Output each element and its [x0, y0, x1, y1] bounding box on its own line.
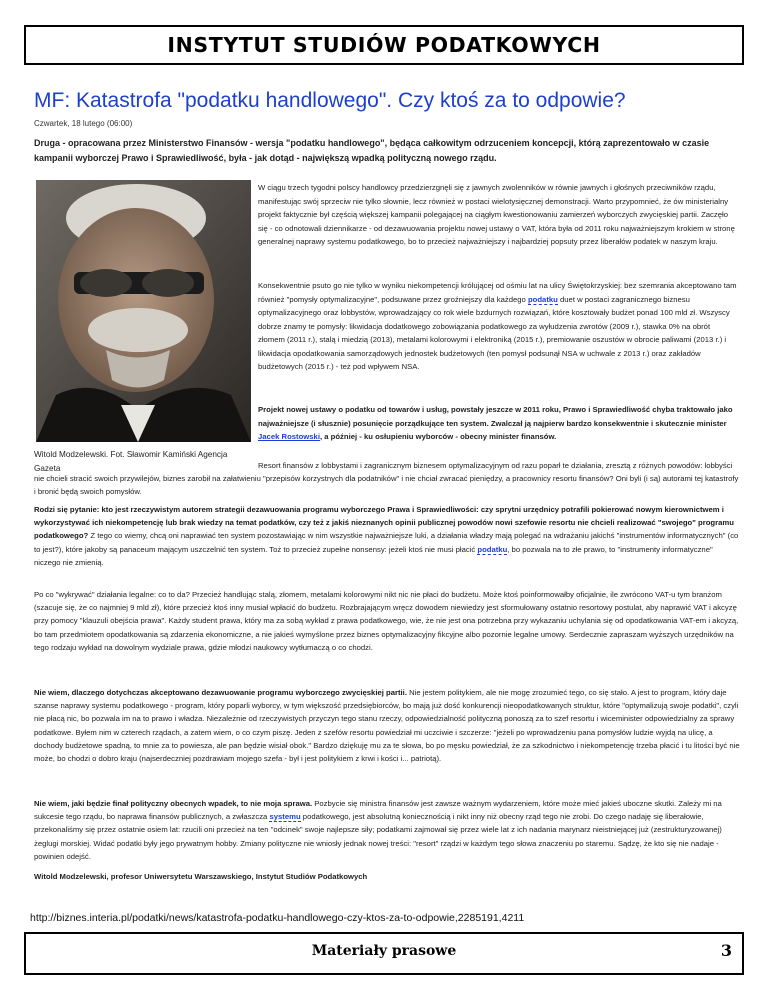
paragraph-1: W ciągu trzech tygodni polscy handlowcy przedzierzgnęli się z jawnych zwolenników w równie jawnych i głośnych przeciwników rządu, manifestując swój sprzeciw nie tylko słownie, lecz również w postaci wielotysięcznej demonstracji. Warto przypomnieć, że ów ministerialny projekt faktycznie był częścią większej kampanii polegającej na ciągłym kwestionowaniu zamierzeń wyborczych zwycięskiej partii. Zaczęło się - co odnotowali dziennikarze - od dezawuowania projektu nowej ustawy o VAT, która była od 2011 roku najważniejszym krokiem w stronę generalnej naprawy systemu podatkowego, bo to przecież najważniejszy i najbardziej popsuty przez liberałów podatek w naszym kraju.: [258, 183, 735, 246]
paragraph-5-text-b: , bo pozwala na to złe prawo, to "instrumenty informatyczne" niczego nie zmienią.: [34, 544, 713, 567]
paragraph-8-text-a: Pozbycie się ministra finansów jest zawsze ważnym wydarzeniem, które może mieć jakieś uboczne skutki. Zależy mi na sukcesie tego rządu, bo naprawa finansów publicznych, a zwłaszcza: [34, 799, 722, 822]
article-lead: Druga - opracowana przez Ministerstwo Finansów - wersja "podatku handlowego", będąca całkowitym odrzuceniem koncepcji, którą zaprezentowało w czasie kampanii wyborczej Prawo i Sprawiedliwość, była - jak dotąd - największą wpadką polityczną nowego rządu.: [34, 138, 710, 163]
page-number: 3: [720, 941, 732, 960]
masthead-title: INSTYTUT STUDIÓW PODATKOWYCH: [167, 33, 601, 57]
paragraph-5-lead-in: Rodzi się pytanie: kto jest rzeczywistym autorem strategii dezawuowania programu wyborczego Prawa i Sprawiedliwości: czy sprytni urzędnicy potrafili pokierować nowym kierownictwem i wykorzystywać ich niekompetencję lub brak wiedzy na temat podatków, czy też z jakiś nieznanych opinii publicznej powodów nowi szefowie resortu nie chcieli realizować "swojego" programu podatkowego?: [34, 505, 734, 541]
photo-caption: Witold Modzelewski. Fot. Sławomir Kamiński Agencja Gazeta: [34, 450, 228, 473]
author-signature: Witold Modzelewski, profesor Uniwersytetu Warszawskiego, Instytut Studiów Podatkowych: [34, 872, 368, 881]
paragraph-7-lead-in: Nie wiem, dlaczego dotychczas akceptowano dezawuowanie programu wyborczego zwycięskiej partii.: [34, 688, 407, 697]
paragraph-8-text-b: podatkowego, jest absolutną koniecznością i nikt inny niż obecny rząd tego nie zrobi. Do czego nadaję się liberałowie, przekonaliśmy się przez ostatnie osiem lat: rzucili oni przecież na ten "odcinek" swoje najlepsze siły; podatkami zajmował się przez wiele lat z ich nadania marynarz nieistniejącej już (zestrukturyzowanej) żeglugi morskiej. Widać podatki były jego prywatnym hobby. Zmiany polityczne nie wniosły jednak nowej treści: "resort" rządzi w każdym tego słowa znaczeniu po staremu. Sądzę, że kto się nie nadaje - powinien odejść.: [34, 812, 722, 861]
portrait-image: [36, 180, 251, 442]
paragraph-7-text: Nie jestem politykiem, ale nie mogę zrozumieć tego, co się stało. A jest to program, który daje szanse naprawy systemu podatkowego - program, który poparli wyborcy, w tym większość przedsiębiorców, bo mają już dość konkurencji nieopodatkowanych struktur, które "optymalizują swoje podatki", czyli nie płacą nic, bo pozwala im na to prawo i władza. Niezależnie od rzeczywistych przyczyn tego stanu rzeczy, odpowiedzialność polityczną ponoszą za to szef resortu i wiceminister odpowiedzialny za sprawy podatkowe. Byłem nim w czterech rządach, a zatem wiem, o co czym piszę. Jeden z szefów resortu powiedział mi uczciwie i szczerze: "jeżeli po wprowadzeniu pana pomysłów ludzie wyjdą na ulicę, a dochody budżetowe spadną, to mnie za to powiesza, ale pan będzie wisiał obok." Bardzo dziękuję mu za te słowa, bo po męsku powiedział, że za szkodnictwo i niekompetencję trzeba płacić i tu litości być nie może, bo chodzi o dobro kraju (najserdeczniej pozdrawiam mojego szefa - był i jest politykiem z krwi i kości i... patriotą).: [34, 688, 740, 764]
article-title: MF: Katastrofa "podatku handlowego". Czy ktoś za to odpowie?: [34, 89, 626, 112]
keyword-link-podatku[interactable]: podatku: [527, 294, 558, 304]
paragraph-3-text-a: Projekt nowej ustawy o podatku od towarów i usług, powstały jeszcze w 2011 roku, Prawo i Sprawiedliwość chyba traktowało jako najważniejsze (i słusznie) posunięcie porządkujące ten system. Zwalczał ją najpierw bardzo konsekwentnie i skutecznie minister: [258, 405, 733, 428]
paragraph-8: [34, 797, 740, 863]
paragraph-6: Po co "wykrywać" działania legalne: co to da? Przecież handlując stalą, złomem, metalami kolorowymi nikt nic nie płaci do budżetu. Może ktoś poinformowałby oficjalnie, ile zwrócono VAT-u tym branżom (szacuje się, że co najmniej 9 mld zł), które przecież ktoś inny musiał wpłacić do budżetu. Rozbrajającym wręcz dowodem niewiedzy jest sformułowany ostatnio resortowy postulat, aby naprawić VAT i akcyzę przy pomocy "klauzuli obejścia prawa". Każdy student prawa, który ma za sobą wykład z prawa podatkowego, wie, że nie jest ona potrzebna przy wykazaniu uchylania się od opodatkowania VAT-em i akcyzą, bo tam przedmiotem opodatkowania są zdarzenia ekonomiczne, a nie jakieś wymyślone przez biznes optymalizacyjny fikcyjne albo pozornie legalne umowy. Serdecznie zapraszam wyższych urzędników na tego rodzaju wykład na dowolnym wydziale prawa, gdzie młodzi naukowcy wytłumaczą o co chodzi.: [34, 590, 739, 652]
paragraph-2-text-b: duet w postaci zagranicznego biznesu optymalizacyjnego oraz lobbystów, wprowadzający co rok wiele bzdurnych rozwiązań, które kosztowały budżet ponad 100 mld zł. Wszyscy dobrze znamy te pomysły: likwidacja dodatkowego zobowiązania podatkowego za wyłudzenia zwrotów (2009 r.), stawka 0% na obrót złomem (2011 r.), stalą i miedzią (2013), metalami kolorowymi i elektroniką (2015 r.), premiowanie oszustów w obrocie paliwami (2013 r.) i likwidacja opodatkowania samorządowych jednostek budżetowych (ten pomysł podsunął NSA w uchwale z 2013 r.) oraz zakładów budżetowych (2015 r.) - też pod wpływem NSA.: [258, 294, 730, 371]
page-footer: [24, 932, 744, 975]
paragraph-8-lead-in: Nie wiem, jaki będzie finał polityczny obecnych wpadek, to nie moja sprawa.: [34, 799, 313, 808]
paragraph-3-text-b: , a później - ku osłupieniu wyborców - obecny minister finansów.: [319, 432, 557, 441]
paragraph-7: [34, 686, 740, 765]
keyword-link-podatku-2[interactable]: podatku: [477, 544, 508, 554]
paragraph-5: [34, 503, 740, 569]
article-date: Czwartek, 18 lutego (06:00): [34, 119, 133, 128]
paragraph-2-text-a: Konsekwentnie psuto go nie tylko w wyniku niekompetencji królującej od ośmiu lat na ulicy Świętokrzyskiej: bez szemrania akceptowano tam również "pomysły optymalizacyjne", podsuwane przez groźniejszy dla każdego: [258, 281, 737, 304]
paragraph-4: Resort finansów z lobbystami i zagranicznym biznesem optymalizacyjnym od razu poparł te działania, zresztą z różnych powodów: lobbyści nie chcieli stracić swoich przywilejów, biznes zarobił na załatwieniu "przepisów korzystnych dla podatników" i nie chciał zwracać pieniędzy, a pracownicy resortu finansów? Oni byli (i są) autorami tej katastrofy i bronić będą swoich pomysłów.: [34, 461, 739, 497]
paragraph-2: [258, 279, 738, 374]
source-url[interactable]: http://biznes.interia.pl/podatki/news/katastrofa-podatku-handlowego-czy-ktos-za-to-odpowie,2285191,4211: [30, 912, 525, 924]
keyword-link-systemu[interactable]: systemu: [269, 812, 301, 822]
paragraph-5-text-a: Z tego co wiemy, chcą oni naprawiać ten system pozostawiając w nim wszystkie najważniejsze luki, a działania władzy mają polegać na wdrażaniu jakichś "instrumentów informatycznych" (co to jest?), które jakoby są panaceum mającym uszczelnić ten system. Toż to przecież zupełne nonsensy: jeżeli ktoś nie musi płacić: [34, 531, 739, 554]
footer-title: Materiały prasowe: [311, 943, 457, 959]
link-jacek-rostowski[interactable]: Jacek Rostowski: [258, 432, 320, 441]
masthead: [24, 25, 744, 65]
author-photo: [36, 180, 251, 442]
paragraph-3: [258, 403, 738, 444]
